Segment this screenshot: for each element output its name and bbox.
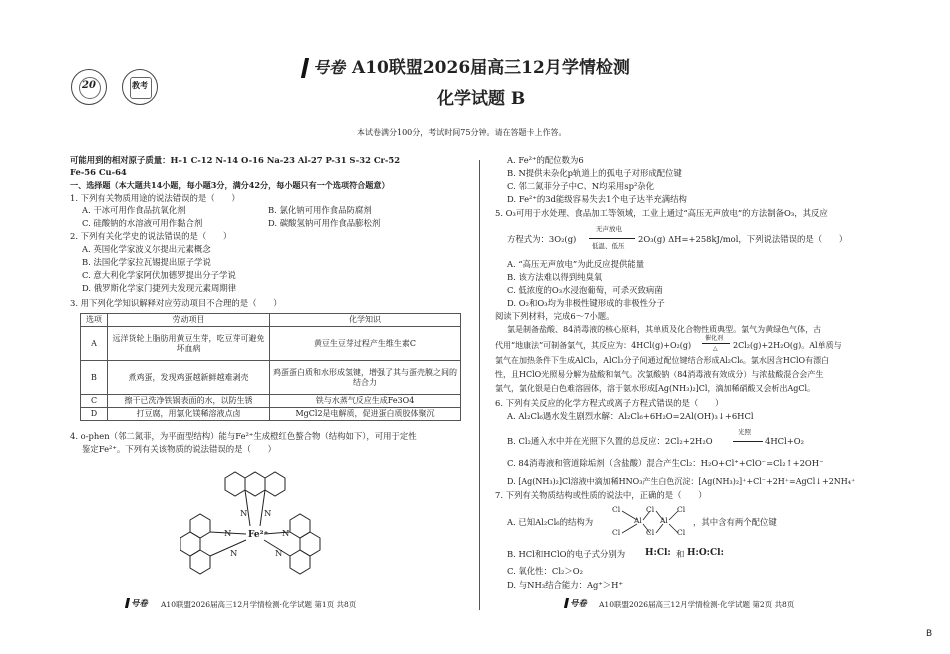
q3-header-cell: 选项 bbox=[81, 314, 108, 327]
q3-cell: 擦干已洗净铁锅表面的水，以防生锈 bbox=[108, 395, 270, 408]
q4-n-label: N bbox=[275, 548, 283, 558]
reading-intro: 阅读下列材料，完成6～7小题。 bbox=[495, 311, 615, 321]
reading-line3: 氯气在加热条件下生成AlCl₃，AlCl₃分子间通过配位键结合形成Al₂Cl₆。氯水因含HClO有漂白 bbox=[495, 356, 830, 365]
q7-option-b-prefix: B. HCl和HClO的电子式分别为 bbox=[507, 549, 626, 559]
q3-cell: 煮鸡蛋，发现鸡蛋越新鲜越难剥壳 bbox=[108, 361, 270, 395]
q3-cell: C bbox=[81, 395, 108, 408]
q1-stem: 1. 下列有关物质用途的说法错误的是（ ） bbox=[70, 193, 240, 203]
q3-cell: A bbox=[81, 327, 108, 361]
atomic-masses-line1: 可能用到的相对原子质量：H-1 C-12 N-14 O-16 Na-23 Al-27 P-31 S-32 Cr-52 bbox=[70, 155, 401, 165]
q1-option-c: C. 硅酸钠的水溶液可用作黏合剂 bbox=[82, 218, 203, 228]
q5-eq-bottom: 低温、低压 bbox=[592, 242, 625, 250]
q3-cell: 打豆腐，用氯化镁稀溶液点卤 bbox=[108, 408, 270, 421]
q6-option-b-prefix: B. Cl₂通入水中并在光照下久置的总反应：2Cl₂+2H₂O bbox=[507, 436, 713, 446]
q7-hcl-dot-formula: H:Cl: bbox=[645, 548, 671, 558]
q3-header-cell: 化学知识 bbox=[270, 314, 461, 327]
q7-al-label: Al bbox=[634, 516, 642, 525]
reading-line5: 氯气，氯化银是白色难溶固体，溶于氨水形成[Ag(NH₃)₂]Cl，滴加稀硝酸又会析出AgCl。 bbox=[495, 384, 816, 393]
reading-catalyst-bottom: △ bbox=[713, 345, 718, 352]
q2-stem: 2. 下列有关化学史的说法错误的是（ ） bbox=[70, 231, 232, 241]
reading-line1: 氯是制备盐酸、84消毒液的核心原料，其单质及化合物性质典型。氯气为黄绿色气体，古 bbox=[507, 325, 822, 334]
atomic-masses-line2: Fe-56 Cu-64 bbox=[70, 167, 127, 177]
exam-note: 本试卷满分100分，考试时间75分钟。请在答题卡上作答。 bbox=[357, 128, 567, 137]
q4-n-label: N bbox=[282, 528, 290, 538]
q3-stem: 3. 用下列化学知识解释对应劳动项目不合理的是（ ） bbox=[70, 298, 282, 308]
q7-option-a-prefix: A. 已知Al₂Cl₆的结构为 bbox=[507, 517, 594, 527]
footer-right: A10联盟2026届高三12月学情检测·化学试题 第2页 共8页 bbox=[599, 600, 795, 609]
reading-line4: 性，且HClO光照易分解为盐酸和氧气。次氯酸钠（84消毒液有效成分）与浓盐酸混合会产生 bbox=[495, 370, 824, 379]
q3-cell: 铁与水蒸气反应生成Fe3O4 bbox=[270, 395, 461, 408]
left-seal-mark: 20 bbox=[82, 80, 96, 91]
footer-brand-left: 号卷 bbox=[131, 598, 148, 608]
q2-option-a: A. 英国化学家波义尔提出元素概念 bbox=[82, 244, 211, 254]
right-seal-mark: 教考 bbox=[132, 80, 148, 90]
q3-cell: 鸡蛋蛋白质和水形成氢键，增强了其与蛋壳膜之间的结合力 bbox=[270, 361, 461, 395]
q5-eq-prefix: 方程式为：3O₂(g) bbox=[507, 234, 577, 244]
q7-option-d: D. 与NH₃结合能力：Ag⁺＞H⁺ bbox=[507, 580, 623, 590]
footer-brand-right: 号卷 bbox=[570, 598, 587, 608]
column-divider bbox=[479, 160, 480, 610]
q3-cell: MgCl2是电解质，促进蛋白质胶体聚沉 bbox=[270, 408, 461, 421]
q5-stem: 5. O₃可用于水处理、食品加工等领域，工业上通过“高压无声放电”的方法制备O₃，其反应 bbox=[495, 208, 828, 218]
q3-cell: 黄豆生豆芽过程产生维生素C bbox=[270, 327, 461, 361]
q7-cl-label: Cl bbox=[677, 528, 686, 537]
q4-option-c: C. 邻二氮菲分子中C、N均采用sp²杂化 bbox=[507, 181, 655, 191]
q6-option-b-arrow bbox=[733, 441, 763, 442]
q4-stem-line1: 4. o-phen（邻二氮菲，为平面型结构）能与Fe²⁺生成橙红色螯合物（结构如下），可用于定性 bbox=[70, 431, 417, 441]
q4-n-label: N bbox=[224, 528, 232, 538]
q4-option-b: B. N提供未杂化p轨道上的孤电子对形成配位键 bbox=[507, 168, 682, 178]
q5-eq-suffix: 2O₃(g) ΔH=+258kJ/mol，下列说法错误的是（ ） bbox=[638, 234, 848, 244]
q7-cl-label: Cl bbox=[677, 505, 686, 514]
q6-stem: 6. 下列有关反应的化学方程式或离子方程式错误的是（ ） bbox=[495, 398, 724, 408]
q5-option-a: A. “高压无声放电”为此反应提供能量 bbox=[507, 259, 645, 269]
q5-option-c: C. 低浓度的O₃水浸泡葡萄，可杀灭致病菌 bbox=[507, 285, 663, 295]
q3-cell: D bbox=[81, 408, 108, 421]
footer-brand-icon-right bbox=[564, 598, 569, 608]
q4-n-label: N bbox=[264, 508, 272, 518]
q2-option-d: D. 俄罗斯化学家门捷列夫发现元素周期律 bbox=[82, 283, 237, 293]
reading-line2-end: 2Cl₂(g)+2H₂O(g)。Al单质与 bbox=[733, 341, 842, 350]
reading-catalyst-top: 催化剂 bbox=[705, 335, 724, 342]
subject-title: 化学试题 B bbox=[437, 89, 526, 109]
q7-cl-label: Cl bbox=[646, 528, 655, 537]
q1-option-b: B. 氯化钠可用作食品防腐剂 bbox=[268, 205, 372, 215]
q7-al-label: Al bbox=[660, 516, 668, 525]
q5-option-d: D. O₂和O₃均为非极性键形成的非极性分子 bbox=[507, 298, 665, 308]
q5-eq-top: 无声放电 bbox=[596, 225, 622, 233]
q7-option-c: C. 氧化性：Cl₂＞O₂ bbox=[507, 566, 583, 576]
q4-option-a: A. Fe²⁺的配位数为6 bbox=[507, 155, 584, 165]
q4-stem-line2: 鉴定Fe²⁺。下列有关该物质的说法错误的是（ ） bbox=[82, 444, 276, 454]
corner-version-letter: B bbox=[926, 629, 933, 639]
q6-option-b-suffix: 4HCl+O₂ bbox=[765, 436, 804, 446]
table-row bbox=[81, 361, 461, 395]
q7-cl-label: Cl bbox=[646, 505, 655, 514]
q2-option-b: B. 法国化学家拉瓦锡提出原子学说 bbox=[82, 257, 211, 267]
q7-option-a-suffix: ，其中含有两个配位键 bbox=[693, 517, 777, 527]
q4-n-label: N bbox=[240, 508, 248, 518]
q3-cell: 远洋货轮上脂肪用黄豆生芽，吃豆芽可避免坏血病 bbox=[108, 327, 270, 361]
q2-option-c: C. 意大利化学家阿伏加德罗提出分子学说 bbox=[82, 270, 236, 280]
q3-cell: B bbox=[81, 361, 108, 395]
q6-option-a: A. Al₂Cl₆遇水发生剧烈水解：Al₂Cl₆+6H₂O=2Al(OH)₃↓+6HCl bbox=[507, 411, 754, 421]
footer-left: A10联盟2026届高三12月学情检测·化学试题 第1页 共8页 bbox=[161, 600, 357, 609]
q7-cl-label: Cl bbox=[612, 528, 621, 537]
section1-title: 一、选择题（本大题共14小题，每小题3分，满分42分，每小题只有一个选项符合题意） bbox=[70, 180, 390, 190]
q6-option-d: D. [Ag(NH₃)₂]Cl溶液中滴加稀HNO₃产生白色沉淀：[Ag(NH₃)₂]⁺+Cl⁻+2H⁺=AgCl↓+2NH₄⁺ bbox=[507, 477, 856, 486]
right-seal bbox=[122, 69, 158, 105]
q3-table bbox=[80, 313, 461, 421]
exam-title: A10联盟2026届高三12月学情检测 bbox=[352, 58, 630, 78]
q6-option-c: C. 84消毒液和管道除垢剂（含盐酸）混合产生Cl₂：H₂O+Cl⁺+ClO⁻=Cl₂↑+2OH⁻ bbox=[507, 458, 824, 468]
footer-brand-icon-left bbox=[125, 598, 130, 608]
q7-and: 和 bbox=[676, 549, 685, 559]
q5-option-b: B. 该方法难以得到纯臭氧 bbox=[507, 272, 603, 282]
q6-option-b-top: 光照 bbox=[738, 428, 751, 436]
q3-table-header bbox=[81, 314, 461, 327]
q7-hclo-dot-formula: H:O:Cl: bbox=[687, 548, 724, 558]
q4-n-label: N bbox=[230, 548, 238, 558]
table-row bbox=[81, 395, 461, 408]
table-row bbox=[81, 327, 461, 361]
q1-option-a: A. 干冰可用作食品抗氧化剂 bbox=[82, 205, 186, 215]
q5-eq-arrow bbox=[589, 238, 635, 239]
left-seal bbox=[71, 69, 107, 105]
brand-logo-icon bbox=[301, 58, 309, 78]
brand-name: 号卷 bbox=[313, 58, 346, 77]
q3-header-cell: 劳动项目 bbox=[108, 314, 270, 327]
q7-cl-label: Cl bbox=[612, 505, 621, 514]
q7-stem: 7. 下列有关物质结构或性质的说法中，正确的是（ ） bbox=[495, 490, 707, 500]
phenanthroline-complex-diagram bbox=[180, 460, 330, 590]
table-row bbox=[81, 408, 461, 421]
q4-option-d: D. Fe²⁺的3d能级容易失去1个电子达半充满结构 bbox=[507, 194, 687, 204]
q4-fe-center-label: Fe²⁺ bbox=[248, 530, 269, 540]
q1-option-d: D. 碳酸氢钠可用作食品膨松剂 bbox=[268, 218, 381, 228]
reading-line2: 代用“地康法”可制备氯气，其反应为：4HCl(g)+O₂(g) bbox=[495, 341, 692, 350]
